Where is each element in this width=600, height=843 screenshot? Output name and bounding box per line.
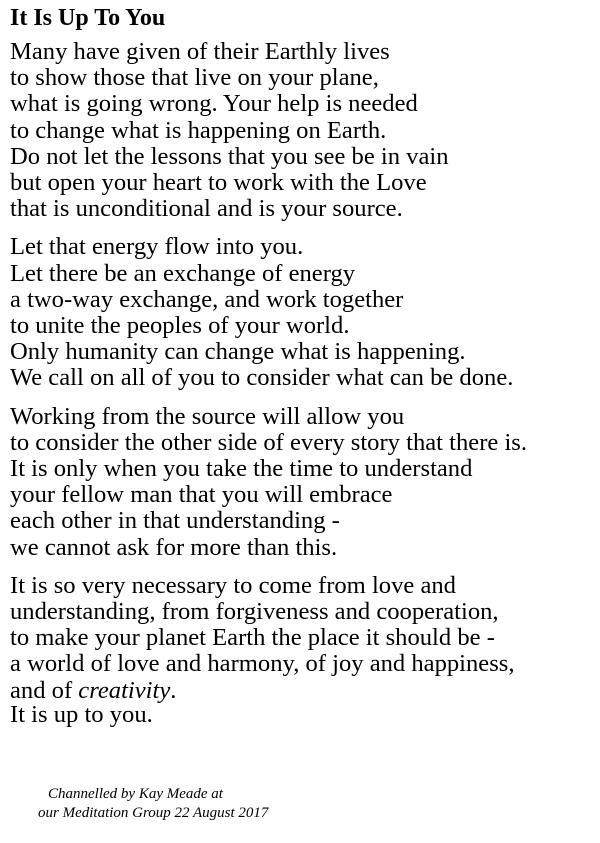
last-line-suffix: . [170,676,177,704]
closing-line: It is up to you. [10,700,153,728]
poem-line: that is unconditional and is your source. [10,195,403,223]
poem-line: Only humanity can change what is happening. [10,338,466,366]
last-line-prefix: and of [10,676,79,704]
credit-line-2: our Meditation Group 22 August 2017 [38,805,269,821]
poem-line: Working from the source will allow you [10,402,405,430]
stanza-2 [10,234,598,391]
poem-line: but open your heart to work with the Love [10,169,427,197]
poem-line: a world of love and harmony, of joy and happiness, [10,650,515,678]
stanza-3 [10,404,598,561]
poem-line: Do not let the lessons that you see be in vain [10,142,449,170]
poem-line: understanding, from forgiveness and cooperation, [10,598,499,626]
poem-line: what is going wrong. Your help is needed [10,90,418,118]
poem-line: to show those that live on your plane, [10,64,379,92]
poem-line: your fellow man that you will embrace [10,481,393,509]
poem-line: to consider the other side of every story that there is. [10,428,527,456]
poem-line: we cannot ask for more than this. [10,533,338,561]
poem-line: a two-way exchange, and work together [10,285,404,313]
poem-line: to change what is happening on Earth. [10,116,387,144]
poem-line: Let that energy flow into you. [10,233,304,261]
last-line-emphasis: creativity [78,676,171,704]
poem-line: It is so very necessary to come from love and [10,571,456,599]
poem-line: It is only when you take the time to understand [10,455,473,483]
poem-line: Let there be an exchange of energy [10,259,356,287]
poem-line-last [10,678,598,704]
poem-title: It Is Up To You [10,5,166,31]
stanza-1 [10,39,598,222]
poem-page [10,4,598,728]
poem-line: We call on all of you to consider what can be done. [10,364,514,392]
poem-line: to unite the peoples of your world. [10,312,350,340]
poem-line: each other in that understanding - [10,507,340,535]
poem-line: to make your planet Earth the place it should be - [10,624,495,652]
poem-line: Many have given of their Earthly lives [10,38,390,65]
stanza-4 [10,573,598,728]
credit-line-1: Channelled by Kay Meade at [48,786,223,802]
